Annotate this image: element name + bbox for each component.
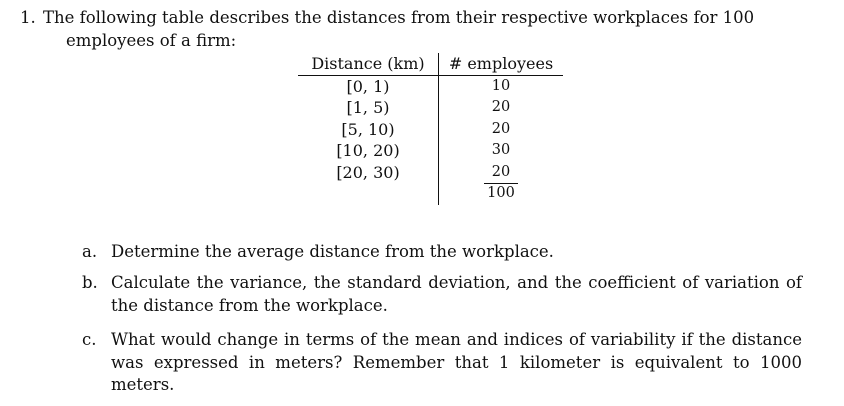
interval-cell: [1, 5) [298, 97, 439, 119]
table-row [298, 162, 563, 184]
count-cell: 20 [491, 163, 511, 180]
interval-cell: [20, 30) [298, 162, 439, 184]
table-header-row [298, 53, 563, 75]
table-row [298, 75, 563, 97]
table-row [298, 119, 563, 141]
distance-table [298, 53, 563, 205]
part-label: b. [82, 273, 98, 292]
table-row [298, 97, 563, 119]
part-text: What would change in terms of the mean and indices of variability if the distance was expressed in meters? Remember that 1 kilometer is equivalent to 1000 meters. [111, 330, 802, 394]
total-empty-cell [298, 183, 439, 205]
header-employees: # employees [439, 53, 564, 75]
header-distance: Distance (km) [298, 53, 439, 75]
table-total-row [298, 183, 563, 205]
interval-cell: [0, 1) [298, 75, 439, 97]
part-c [82, 329, 802, 397]
part-a [82, 241, 802, 264]
part-label: c. [82, 330, 97, 349]
table-row [298, 140, 563, 162]
problem-number: 1. [20, 8, 36, 27]
count-cell: 20 [491, 120, 511, 137]
part-b [82, 272, 802, 317]
part-label: a. [82, 242, 98, 261]
part-text: Calculate the variance, the standard deviation, and the coefficient of variation of the distance from the workplace. [111, 273, 802, 315]
count-cell: 30 [491, 142, 511, 158]
part-text: Determine the average distance from the workplace. [111, 242, 554, 261]
total-value: 100 [484, 183, 518, 202]
problem-stem-line-2: employees of a firm: [66, 31, 237, 50]
interval-cell: [5, 10) [298, 119, 439, 141]
count-cell: 20 [491, 99, 511, 115]
interval-cell: [10, 20) [298, 140, 439, 162]
problem-stem-line-1: The following table describes the distances from their respective workplaces for 100 [43, 8, 755, 27]
total-cell [439, 183, 564, 205]
count-cell: 10 [491, 77, 511, 94]
